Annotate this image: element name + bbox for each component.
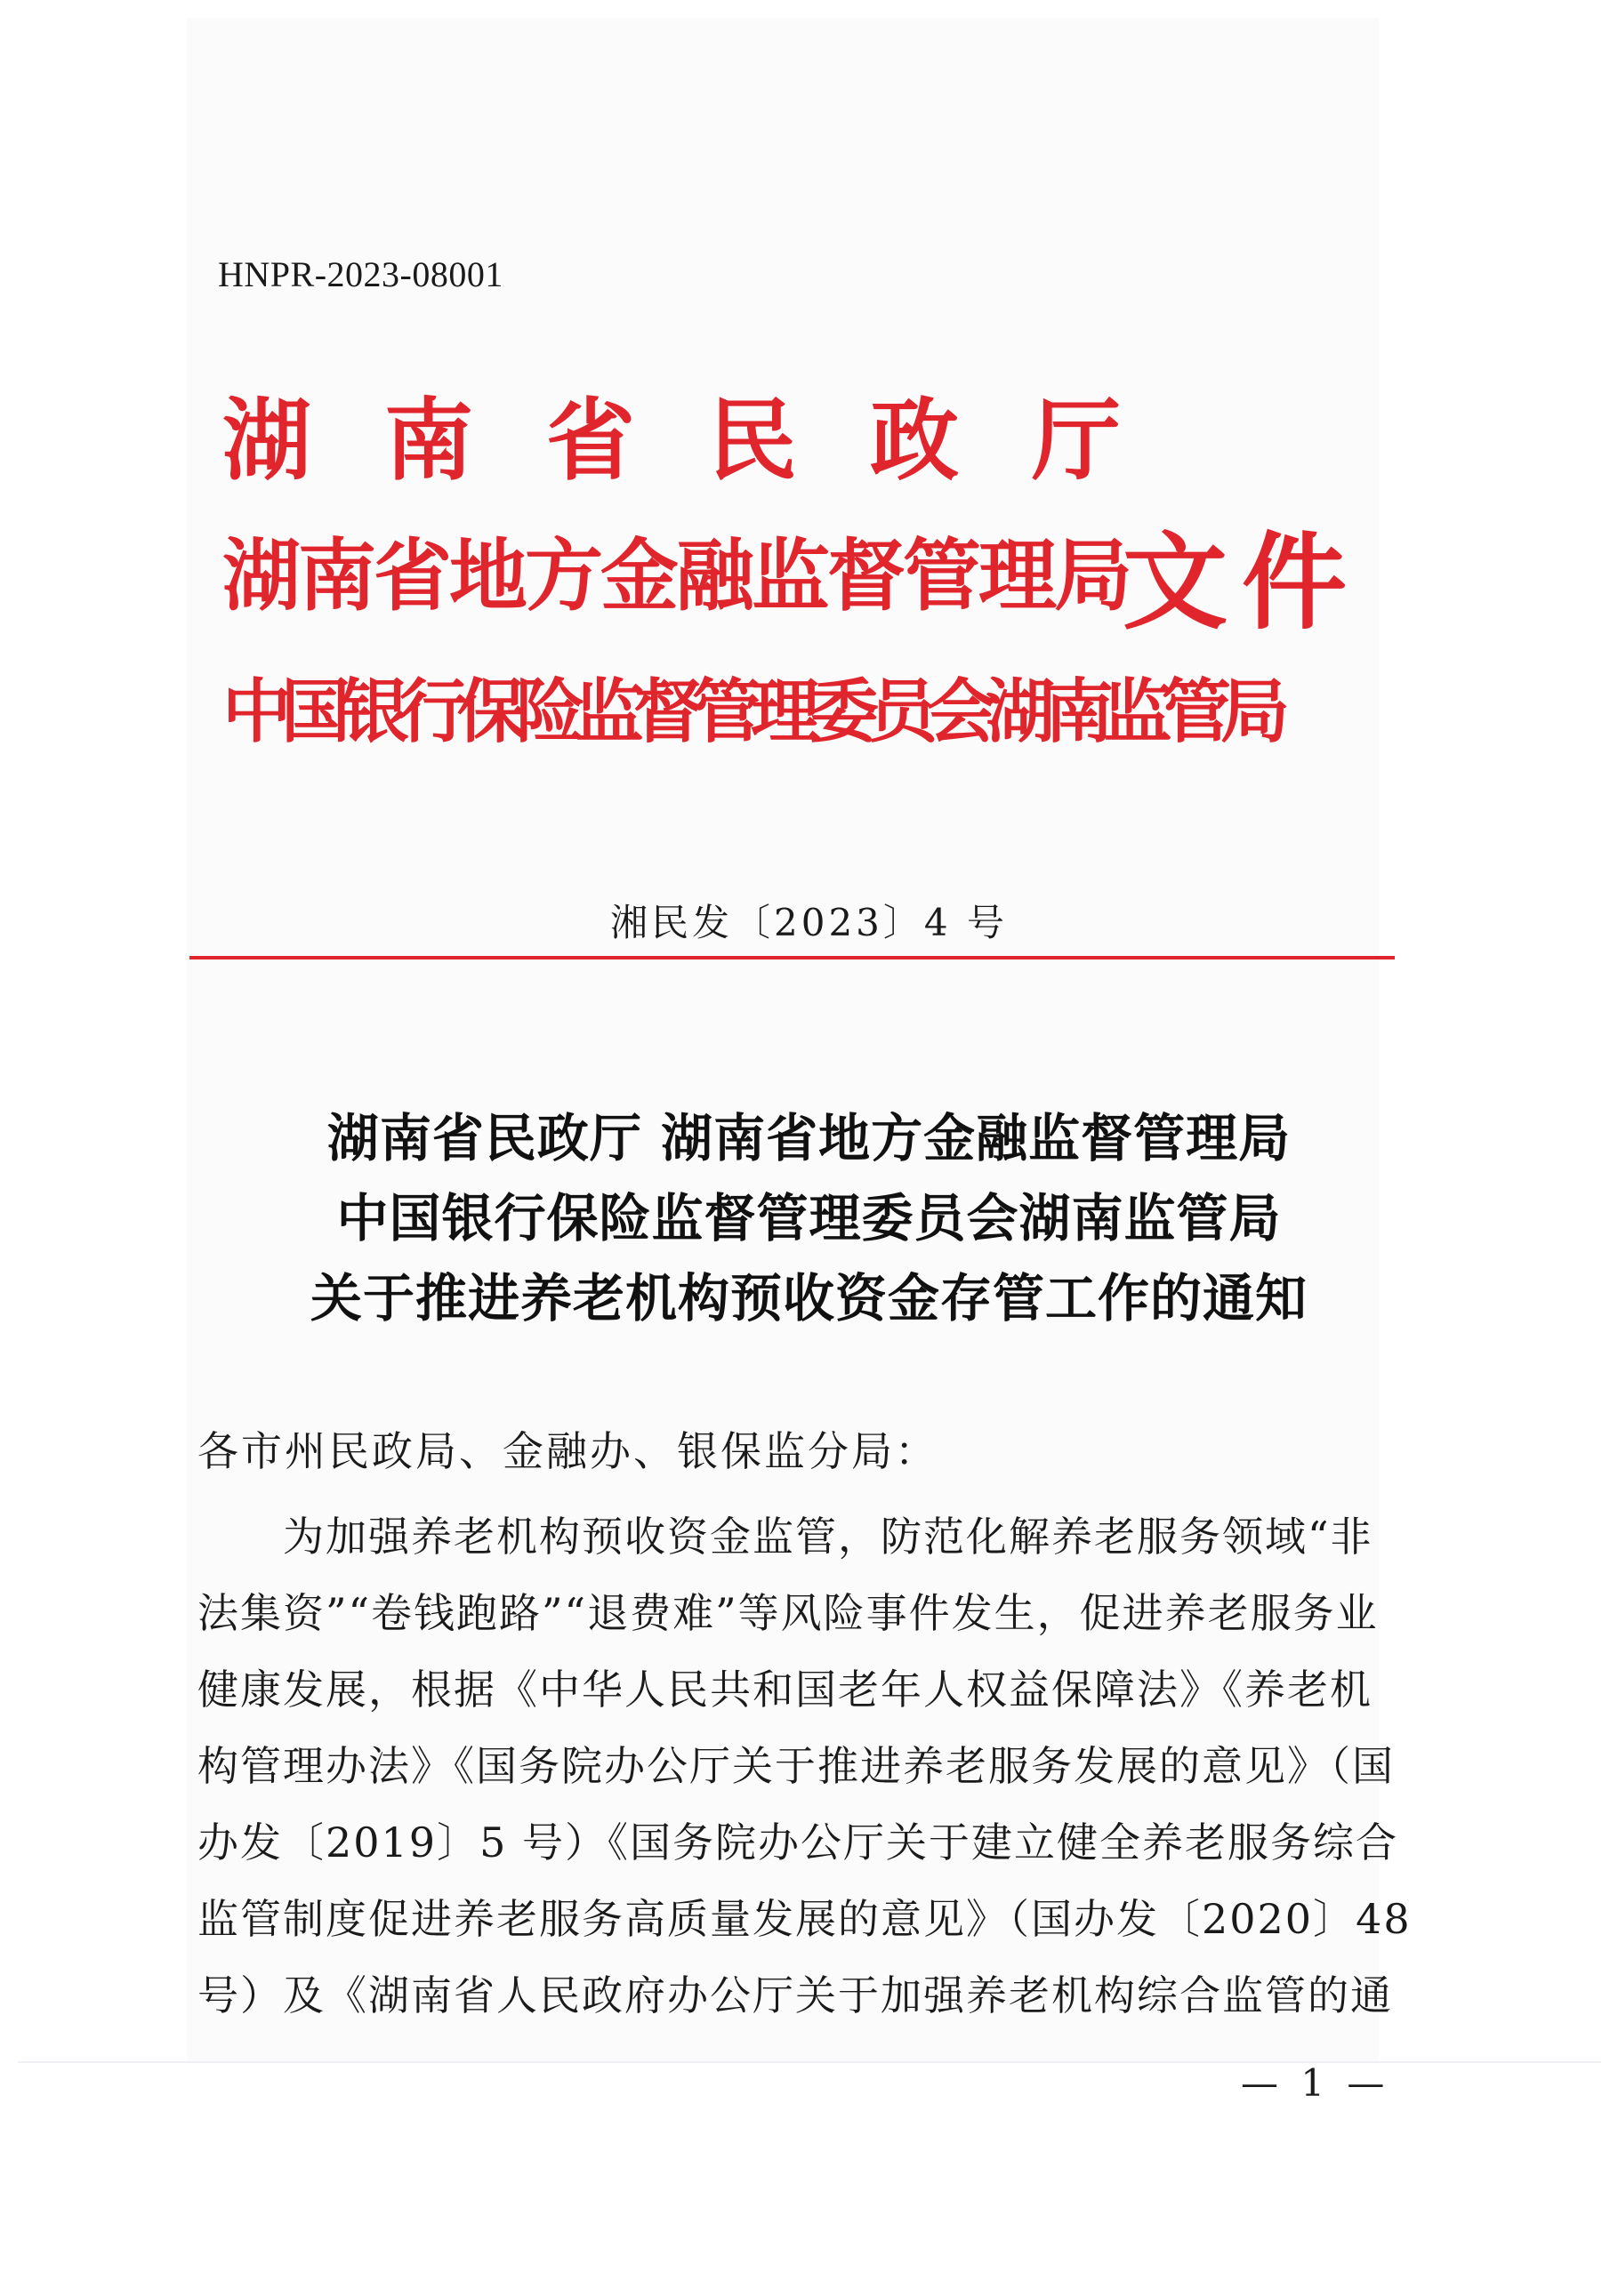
page-number: — 1 — bbox=[1241, 2061, 1390, 2105]
body-line: 为加强养老机构预收资金监管，防范化解养老服务领域“非 bbox=[197, 1513, 1373, 1561]
title-line: 关于推进养老机构预收资金存管工作的通知 bbox=[310, 1268, 1308, 1329]
body-line: 构管理办法》《国务院办公厅关于推进养老服务发展的意见》（国 bbox=[197, 1742, 1395, 1790]
body-line: 健康发展，根据《中华人民共和国老年人权益保障法》《养老机 bbox=[197, 1666, 1372, 1714]
body-line: 监管制度促进养老服务高质量发展的意见》（国办发〔2020〕48 bbox=[197, 1895, 1412, 1943]
body-line: 号）及《湖南省人民政府办公厅关于加强养老机构综合监管的通 bbox=[197, 1971, 1393, 2019]
document-title bbox=[0, 1098, 1618, 1338]
body-line: 办发〔2019〕5 号）《国务院办公厅关于建立健全养老服务综合 bbox=[197, 1818, 1398, 1867]
salutation: 各市州民政局、金融办、银保监分局： bbox=[197, 1427, 938, 1475]
title-line: 湖南省民政厅 湖南省地方金融监督管理局 bbox=[326, 1108, 1292, 1168]
issuer-cbirc-hunan: 中国银行保险监督管理委员会湖南监管局 bbox=[222, 672, 1280, 752]
issuer-financial-supervision: 湖南省地方金融监督管理局 bbox=[222, 530, 1131, 622]
title-line: 中国银行保险监督管理委员会湖南监管局 bbox=[336, 1188, 1282, 1248]
body-line: 法集资”“卷钱跑路”“退费难”等风险事件发生，促进养老服务业 bbox=[197, 1589, 1379, 1637]
body-text bbox=[197, 1498, 1412, 2034]
document-number: 湘民发〔2023〕4 号 bbox=[610, 901, 1008, 944]
document-code: HNPR-2023-08001 bbox=[218, 254, 503, 294]
issuer-civil-affairs: 湖南省民政厅 bbox=[222, 389, 1194, 493]
red-separator-line bbox=[189, 956, 1395, 959]
document-type-label: 文件 bbox=[1123, 521, 1362, 644]
